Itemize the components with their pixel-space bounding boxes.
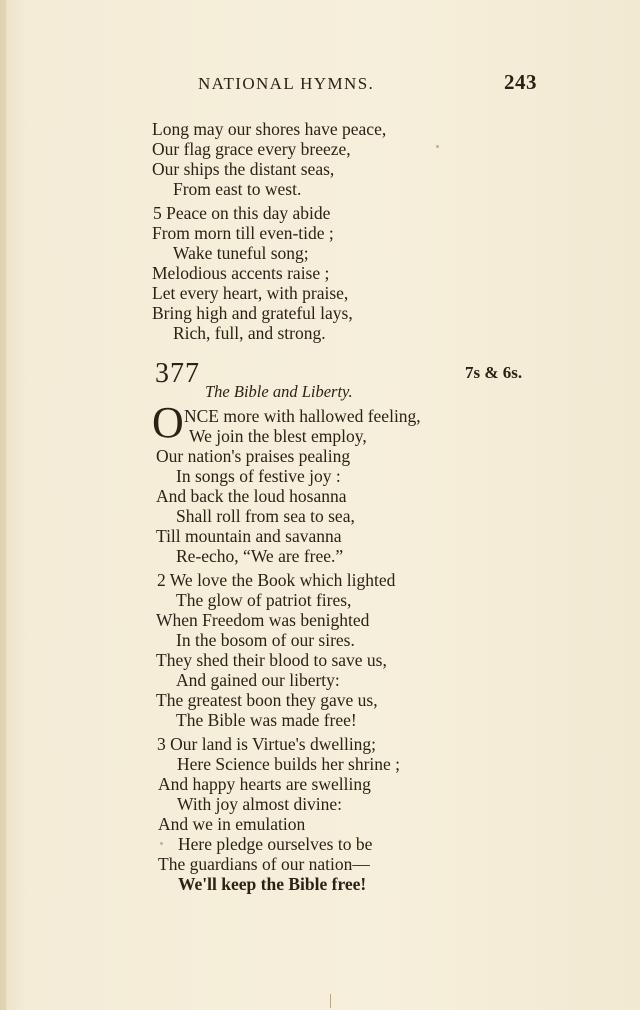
verse-line: And we in emulation (158, 814, 306, 834)
verse-line: Shall roll from sea to sea, (176, 506, 355, 526)
drop-cap: O (152, 398, 184, 447)
running-title: NATIONAL HYMNS. (198, 74, 375, 93)
verse-line: In songs of festive joy : (176, 466, 341, 486)
verse-line: And back the loud hosanna (156, 486, 347, 506)
verse-line: And gained our liberty: (176, 670, 340, 690)
verse-line: The glow of patriot fires, (176, 590, 352, 610)
verse-line: Melodious accents raise ; (152, 263, 330, 283)
verse-line: In the bosom of our sires. (176, 630, 355, 650)
verse-line: Our ships the distant seas, (152, 159, 335, 179)
verse-line: And happy hearts are swelling (158, 774, 371, 794)
verse-line: 5 Peace on this day abide (153, 203, 331, 223)
verse-line: Till mountain and savanna (156, 526, 342, 546)
print-speck (436, 145, 439, 148)
verse-line: Long may our shores have peace, (152, 119, 387, 139)
print-speck (160, 842, 163, 845)
verse-line: Rich, full, and strong. (173, 323, 326, 343)
verse-line: From morn till even-tide ; (152, 223, 334, 243)
hymn-meter: 7s & 6s. (465, 363, 523, 382)
verse-line: Our nation's praises pealing (156, 446, 351, 466)
verse-line: Re-echo, “We are free.” (176, 546, 344, 566)
verse-line: The greatest boon they gave us, (156, 690, 378, 710)
hymn-title: The Bible and Liberty. (205, 382, 353, 401)
verse-line: When Freedom was benighted (156, 610, 370, 630)
verse-line: Here pledge ourselves to be (178, 834, 373, 854)
verse-line: Bring high and grateful lays, (152, 303, 353, 323)
verse-line: NCE more with hallowed feeling, (184, 406, 421, 426)
hymn-number: 377 (155, 358, 200, 389)
verse-line: Wake tuneful song; (173, 243, 309, 263)
verse-line: We'll keep the Bible free! (178, 874, 367, 894)
verse-line: We join the blest employ, (189, 426, 367, 446)
verse-line: The Bible was made free! (176, 710, 357, 730)
verse-line: They shed their blood to save us, (156, 650, 387, 670)
verse-line: The guardians of our nation— (158, 854, 370, 874)
verse-line: Let every heart, with praise, (152, 283, 349, 303)
page-number: 243 (504, 70, 537, 94)
page-gutter (0, 0, 6, 1010)
verse-line: Here Science builds her shrine ; (177, 754, 401, 774)
verse-line: 2 We love the Book which lighted (157, 570, 396, 590)
page-edge-mark (330, 994, 331, 1008)
verse-line: Our flag grace every breeze, (152, 139, 351, 159)
verse-line: With joy almost divine: (177, 794, 343, 814)
verse-line: 3 Our land is Virtue's dwelling; (157, 734, 377, 754)
verse-line: From east to west. (173, 179, 302, 199)
